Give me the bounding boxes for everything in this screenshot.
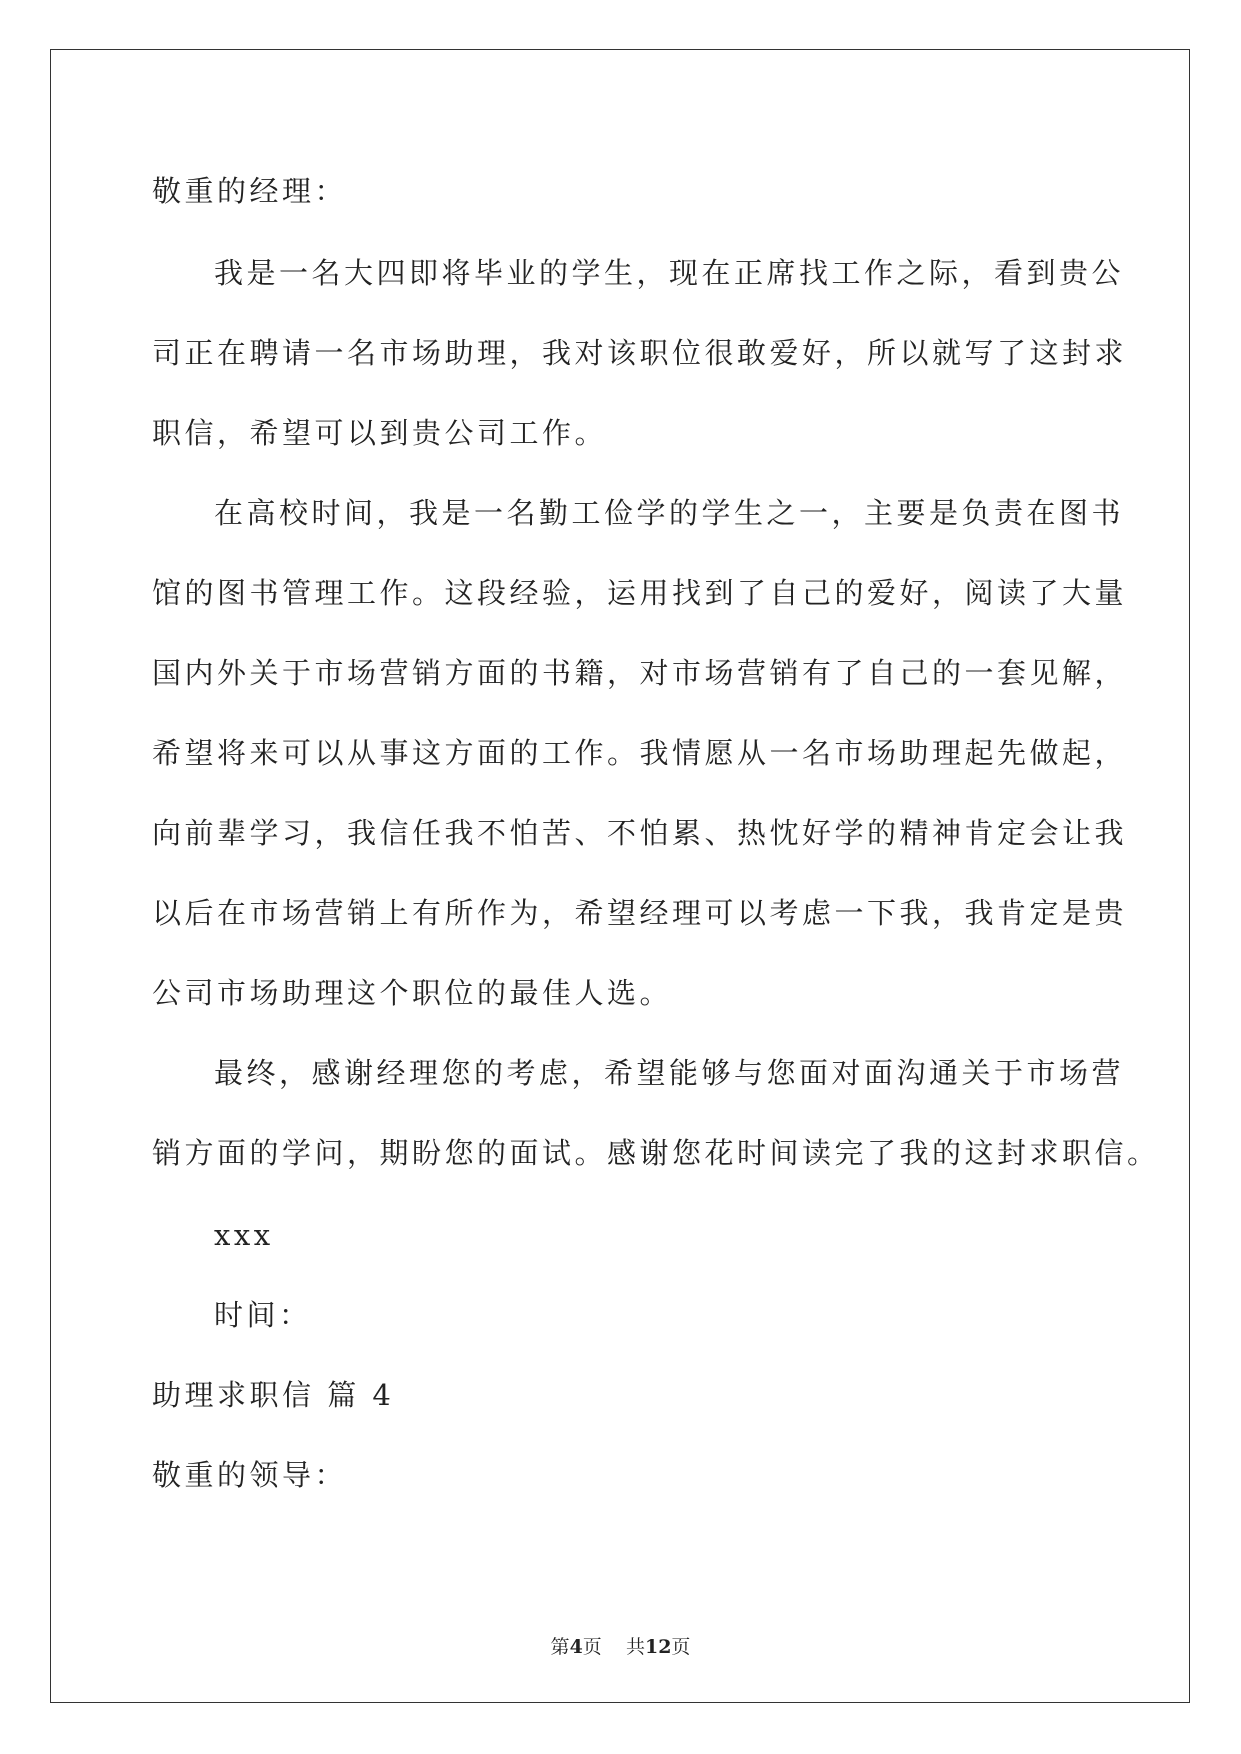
paragraph-line: 司正在聘请一名市场助理，我对该职位很敢爱好，所以就写了这封求: [152, 336, 1128, 370]
footer-total-suffix: 页: [671, 1636, 691, 1658]
salutation: 敬重的经理：: [152, 174, 348, 208]
footer-page-number: 4: [569, 1636, 583, 1658]
paragraph-line: 我是一名大四即将毕业的学生，现在正席找工作之际，看到贵公: [214, 256, 1125, 290]
paragraph-line: 馆的图书管理工作。这段经验，运用找到了自己的爱好，阅读了大量: [152, 576, 1128, 610]
section-heading: 助理求职信 篇 4: [152, 1378, 395, 1412]
footer-total-pages: 12: [644, 1636, 672, 1658]
page-footer: [0, 1632, 1241, 1659]
signature-name: xxx: [214, 1218, 274, 1252]
paragraph-line: 向前辈学习，我信任我不怕苦、不怕累、热忱好学的精神肯定会让我: [152, 816, 1128, 850]
paragraph-line: 公司市场助理这个职位的最佳人选。: [152, 976, 673, 1010]
salutation: 敬重的领导：: [152, 1458, 348, 1492]
paragraph-line: 销方面的学问，期盼您的面试。感谢您花时间读完了我的这封求职信。: [152, 1136, 1160, 1170]
paragraph-line: 最终，感谢经理您的考虑，希望能够与您面对面沟通关于市场营: [214, 1056, 1125, 1090]
paragraph-line: 以后在市场营销上有所作为，希望经理可以考虑一下我，我肯定是贵: [152, 896, 1128, 930]
page-border: [50, 49, 1190, 1703]
date-label: 时间：: [214, 1298, 312, 1332]
paragraph-line: 希望将来可以从事这方面的工作。我情愿从一名市场助理起先做起，: [152, 736, 1128, 770]
paragraph-line: 国内外关于市场营销方面的书籍，对市场营销有了自己的一套见解，: [152, 656, 1128, 690]
footer-page-suffix: 页 共: [582, 1636, 645, 1658]
paragraph-line: 在高校时间，我是一名勤工俭学的学生之一，主要是负责在图书: [214, 496, 1125, 530]
footer-prefix: 第: [550, 1636, 570, 1658]
paragraph-line: 职信，希望可以到贵公司工作。: [152, 416, 608, 450]
